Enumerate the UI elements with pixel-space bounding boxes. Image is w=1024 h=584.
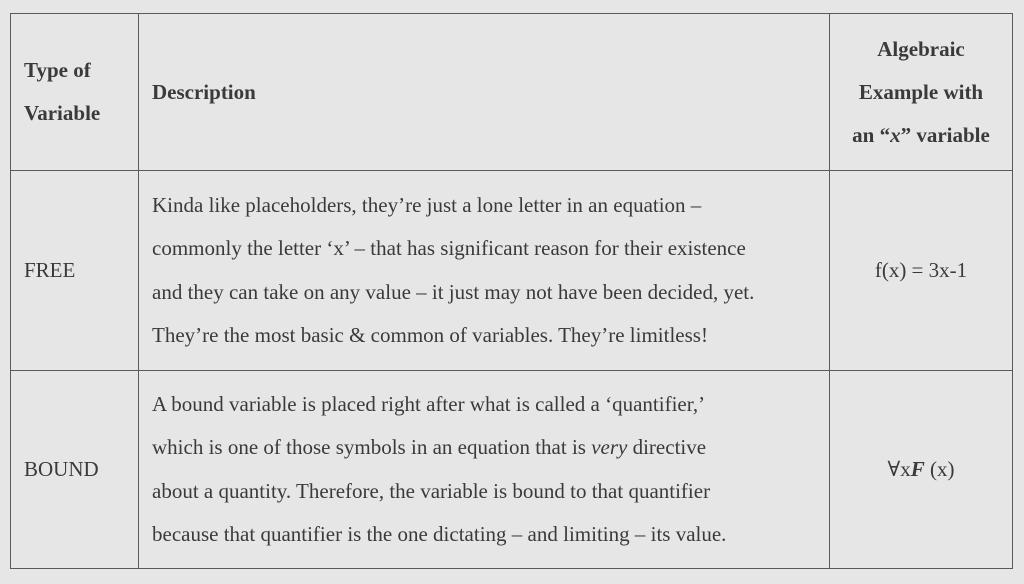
description-line: commonly the letter ‘x’ – that has significant reason for their existence [152, 236, 746, 260]
header-type-line2: Variable [24, 101, 101, 125]
type-label: FREE [24, 258, 76, 282]
header-description-label: Description [152, 79, 256, 104]
description-line: because that quantifier is the one dictating – and limiting – its value. [152, 522, 727, 546]
header-type-of-variable [11, 14, 138, 170]
description-line [152, 426, 726, 470]
type-bound [11, 371, 138, 568]
argument-x: (x) [924, 457, 955, 481]
description-emphasis: very [591, 435, 628, 459]
description-free [138, 171, 829, 370]
forall-x: ∀x [887, 457, 911, 481]
table-row [11, 370, 1012, 568]
type-label: BOUND [24, 457, 99, 481]
header-example-prefix: an “ [852, 122, 891, 147]
example-formula [888, 457, 955, 482]
description-line: and they can take on any value – it just may not have been decided, yet. [152, 279, 755, 304]
header-description [138, 14, 829, 170]
description-text: which is one of those symbols in an equation that is [152, 435, 592, 459]
header-example-x: x [890, 122, 901, 147]
description-line: A bound variable is placed right after what is called a ‘quantifier,’ [152, 391, 706, 416]
description-line: about a quantity. Therefore, the variable is bound to that quantifier [152, 478, 711, 503]
header-algebraic-example [829, 14, 1012, 170]
description-text: directive [627, 435, 707, 459]
description-bound [138, 371, 829, 568]
example-free [829, 171, 1012, 370]
header-row [11, 14, 1012, 170]
example-bound [829, 371, 1012, 568]
description-line: They’re the most basic & common of variables. They’re limitless! [152, 323, 708, 347]
description-line: Kinda like placeholders, they’re just a lone letter in an equation – [152, 192, 702, 217]
table-row [11, 170, 1012, 370]
type-free [11, 171, 138, 370]
header-example-line2: Example with [858, 79, 984, 104]
example-formula: f(x) = 3x-1 [874, 258, 968, 282]
header-example-suffix: ” variable [900, 122, 990, 147]
predicate-f: F [910, 457, 925, 481]
header-example-line1: Algebraic [877, 36, 965, 61]
header-type-line1: Type of [24, 58, 91, 82]
header-example-line3 [852, 114, 990, 157]
variable-types-table [10, 13, 1013, 569]
